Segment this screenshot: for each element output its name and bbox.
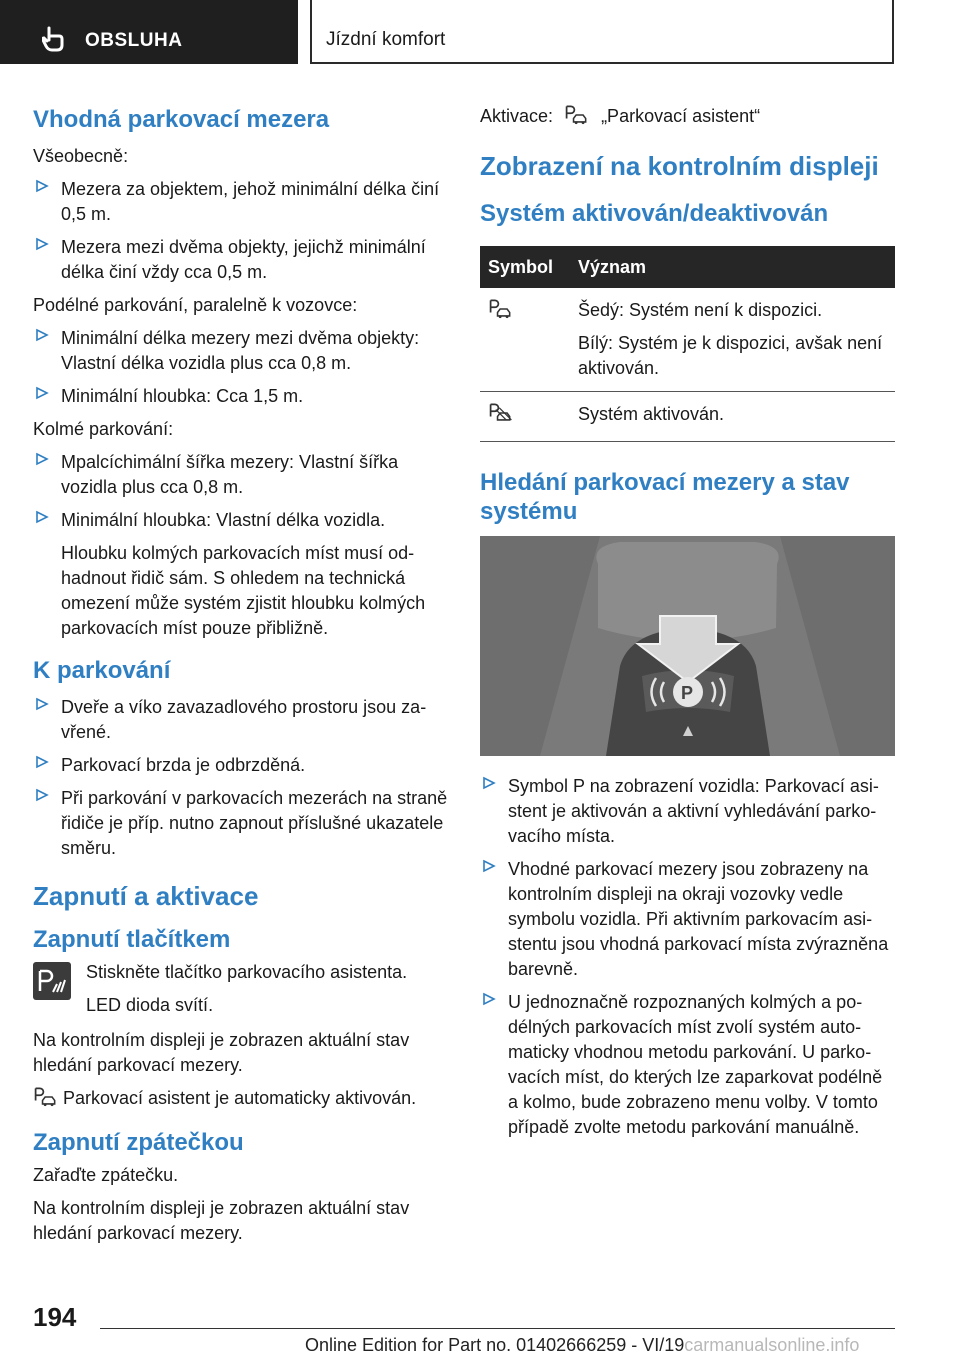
- chapter-header: [310, 0, 894, 64]
- list-item: U jednoznačně rozpoznaných kolmých a podélných parkovacích míst zvolí systém automaticky vhodnou metodu parkování. U parkovacích míst, do kterých lze zaparkovat podélně a kolmo, bude zobrazeno menu volby. V tomto případě zvolte metodu parkování manuálně.: [480, 990, 895, 1140]
- list-item: Symbol P na zobrazení vozidla: Parkovací asistent je aktivován a aktivní vyhledávání parkovacího místa.: [480, 774, 895, 849]
- perpendicular-note: Hloubku kolmých parkovacích míst musí odhadnout řidič sám. S ohledem na technická omezení může systém zjistit hloubku kolmých parkovacích míst pouze přibližně.: [61, 543, 426, 638]
- list-item: Dveře a víko zavazadlového prostoru jsou zavřené.: [33, 695, 453, 745]
- perpendicular-label: Kolmé parkování:: [33, 419, 174, 439]
- display-text: Na kontrolním displeji je zobrazen aktuální stav hledání parkovací mezery.: [33, 1030, 410, 1075]
- heading-suitable-space: Vhodná parkovací mezera: [33, 106, 330, 133]
- park-assist-icon: [33, 1086, 59, 1108]
- table-row: Šedý: Systém není k dispozici. Bílý: Systém je k dispozici, avšak není aktivován.: [480, 288, 895, 392]
- bullet-triangle-icon: [35, 452, 49, 466]
- control-display-illustration: [480, 536, 895, 756]
- list-item: Mpalcíchimální šířka mezery: Vlastní šířka vozidla plus cca 0,8 m.: [33, 450, 453, 500]
- heading-reverse: Zapnutí zpátečkou: [33, 1129, 244, 1156]
- heading-activation: Zapnutí a aktivace: [33, 881, 259, 911]
- heading-button: Zapnutí tlačítkem: [33, 926, 231, 953]
- table-row: Systém aktivován.: [480, 392, 895, 442]
- reverse-text: Zařaďte zpátečku.: [33, 1165, 179, 1185]
- bullet-triangle-icon: [35, 328, 49, 342]
- park-assist-active-icon: [488, 402, 514, 424]
- bullet-triangle-icon: [35, 697, 49, 711]
- hand-icon: [42, 26, 64, 52]
- park-assist-button-icon: [33, 962, 71, 1000]
- list-item: Při parkování v parkovacích mezerách na straně řidiče je příp. nutno zapnout příslušné ukazatele směru.: [33, 786, 453, 861]
- list-item: Mezera za objektem, jehož minimální délka činí 0,5 m.: [33, 177, 453, 227]
- symbol-table: [480, 246, 895, 442]
- general-label: Všeobecně:: [33, 146, 129, 166]
- watermark: carmanualsonline.info: [684, 1335, 860, 1355]
- park-assist-icon: [564, 104, 590, 126]
- bullet-triangle-icon: [35, 237, 49, 251]
- reverse-display-text: Na kontrolním displeji je zobrazen aktuální stav hledání parkovací mezery.: [33, 1198, 410, 1243]
- list-item: Minimální hloubka: Cca 1,5 m.: [33, 384, 453, 409]
- svg-text:P: P: [681, 683, 694, 703]
- bullet-triangle-icon: [482, 859, 496, 873]
- button-instruction: Stiskněte tlačítko parkovacího asistenta. LED dioda svítí.: [33, 960, 453, 1018]
- list-item: Minimální délka mezery mezi dvěma objekty: Vlastní délka vozidla plus cca 0,8 m.: [33, 326, 453, 376]
- bullet-triangle-icon: [35, 755, 49, 769]
- bullet-triangle-icon: [35, 788, 49, 802]
- list-item: Mezera mezi dvěma objekty, jejichž minimální délka činí vždy cca 0,5 m.: [33, 235, 453, 285]
- bullet-triangle-icon: [482, 992, 496, 1006]
- list-item: Vhodné parkovací mezery jsou zobrazeny na kontrolním displeji na okraji vozovky vedle symbolu vozidla. Při aktivním parkovacím asistentu jsou vhodná parkovací místa zvýrazněna barevně.: [480, 857, 895, 982]
- heading-search: Hledání parkovací mezery a stav systému: [480, 469, 850, 525]
- right-column: [480, 100, 895, 1148]
- left-column: [33, 100, 453, 1254]
- heading-display: Zobrazení na kontrolním displeji: [480, 151, 879, 181]
- footer-rule: [100, 1328, 895, 1329]
- bullet-triangle-icon: [35, 510, 49, 524]
- heading-parking: K parkování: [33, 657, 171, 684]
- table-header-symbol: Symbol: [480, 246, 570, 288]
- footer-edition: Online Edition for Part no. 01402666259 - VI/19carmanualsonline.info: [305, 1335, 860, 1355]
- bullet-triangle-icon: [482, 776, 496, 790]
- heading-system: Systém aktivován/deaktivován: [480, 200, 829, 227]
- bullet-triangle-icon: [35, 179, 49, 193]
- table-header-meaning: Význam: [570, 246, 895, 288]
- bullet-triangle-icon: [35, 386, 49, 400]
- chapter-title: Jízdní komfort: [326, 29, 446, 50]
- section-title: OBSLUHA: [85, 30, 183, 51]
- auto-text: Parkovací asistent je automaticky aktivován.: [33, 1086, 453, 1111]
- section-header: [0, 0, 298, 64]
- list-item: Minimální hloubka: Vlastní délka vozidla.: [33, 508, 453, 533]
- activation-line: Aktivace: „Parkovací asistent“: [480, 106, 761, 126]
- park-assist-icon: [488, 298, 514, 320]
- list-item: Parkovací brzda je odbrzděná.: [33, 753, 453, 778]
- parallel-label: Podélné parkování, paralelně k vozovce:: [33, 295, 358, 315]
- page-number: 194: [33, 1302, 77, 1332]
